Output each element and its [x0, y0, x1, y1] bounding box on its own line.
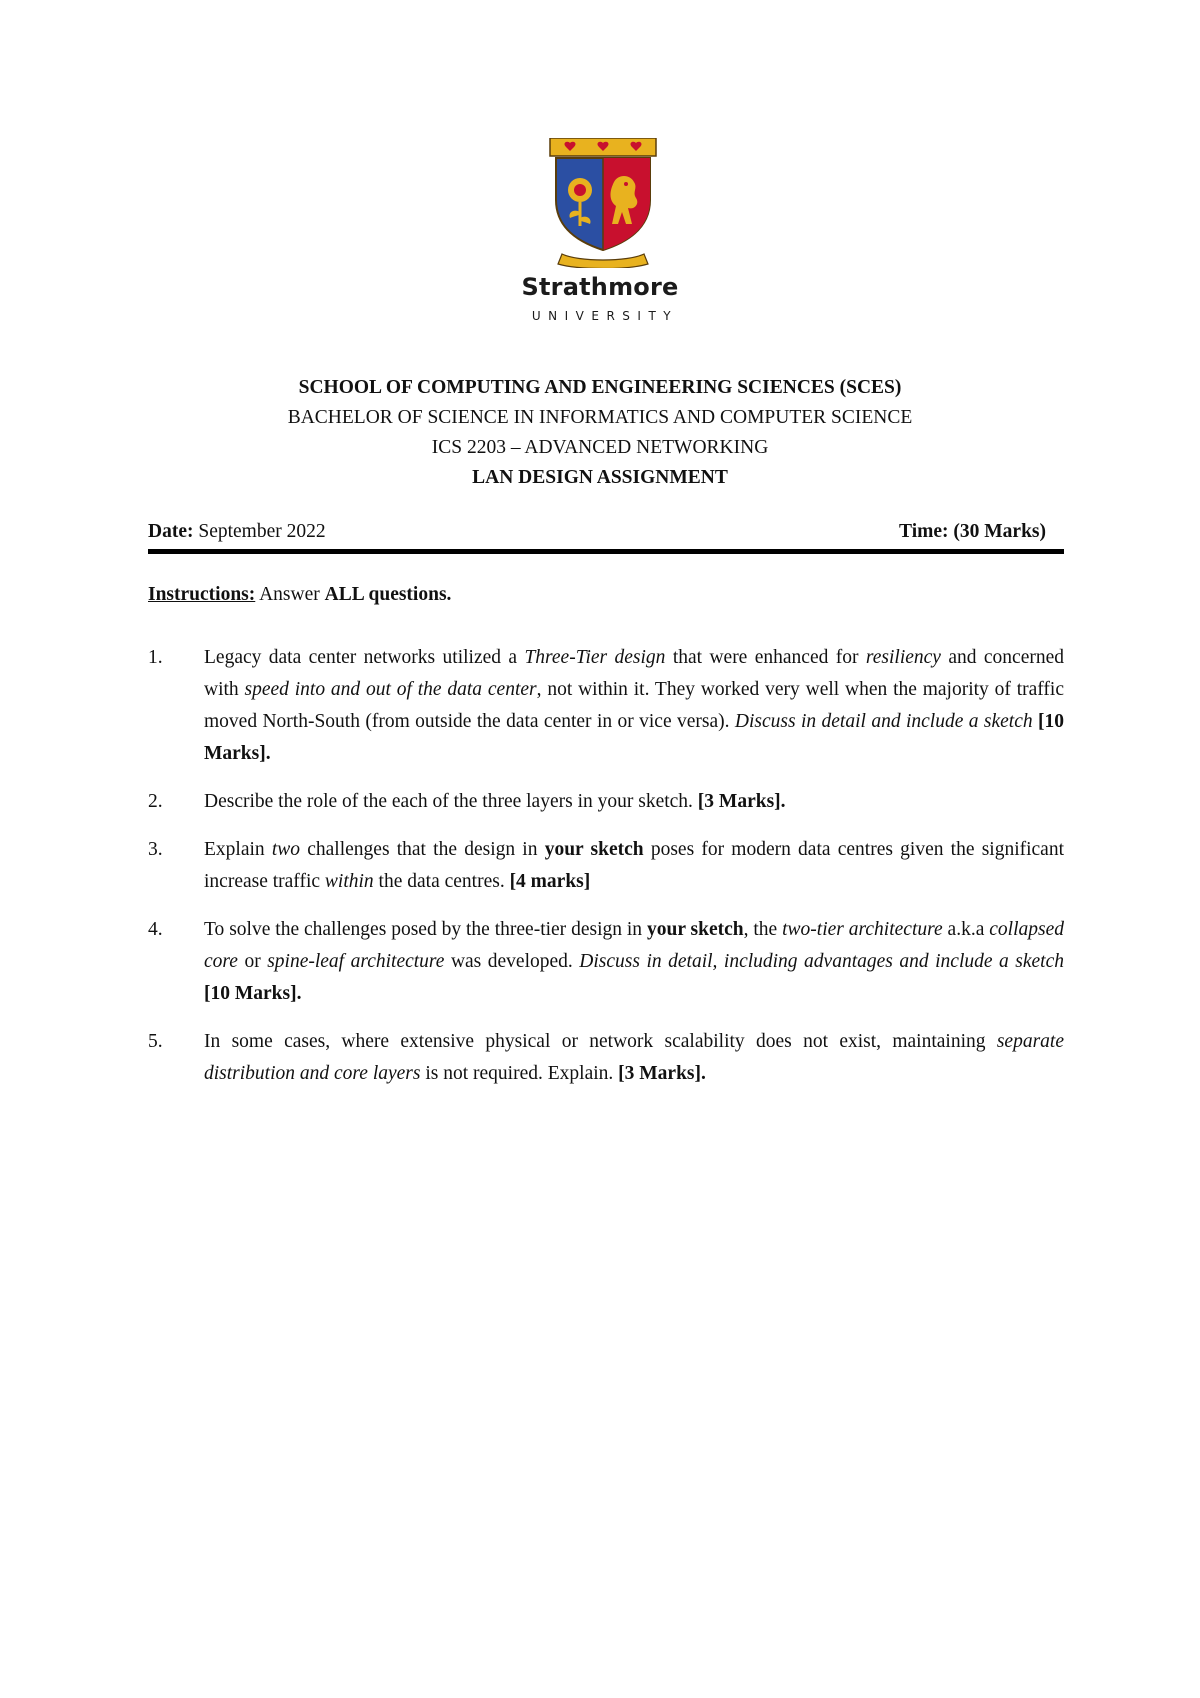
question-text-run: Legacy data center networks utilized a — [204, 647, 525, 668]
question-emphasis-italic: within — [324, 871, 374, 892]
question-number: 4. — [148, 919, 163, 940]
question-number: 3. — [148, 839, 163, 860]
question-text-run: poses for modern data centres given the significant increase traffic — [204, 839, 1065, 892]
question-emphasis-italic: resiliency — [865, 647, 941, 668]
question-emphasis-bold: your sketch — [646, 919, 744, 940]
question-item — [148, 914, 1064, 1010]
question-text-run: was developed. — [444, 951, 580, 972]
question-number: 5. — [148, 1031, 163, 1052]
meta-row — [148, 521, 1064, 549]
question-text-run: , the — [743, 919, 783, 940]
programme-name: BACHELOR OF SCIENCE IN INFORMATICS AND COMPUTER SCIENCE — [287, 407, 913, 428]
question-emphasis-italic: Discuss in detail, including advantages and include a sketch — [579, 951, 1064, 972]
course-name: ICS 2203 – ADVANCED NETWORKING — [431, 437, 769, 458]
date-value: September 2022 — [198, 521, 326, 542]
question-number: 1. — [148, 647, 163, 668]
school-name: SCHOOL OF COMPUTING AND ENGINEERING SCIENCES (SCES) — [298, 377, 902, 398]
question-item — [148, 642, 1064, 770]
header-divider — [148, 549, 1064, 554]
question-text — [204, 914, 1064, 1010]
question-text-run: To solve the challenges posed by the three-tier design in — [204, 919, 647, 940]
assignment-title: LAN DESIGN ASSIGNMENT — [472, 467, 728, 488]
question-emphasis-italic: two-tier architecture — [782, 919, 943, 940]
question-emphasis-italic: Discuss in detail and include a sketch — [734, 711, 1033, 732]
question-item — [148, 1026, 1064, 1090]
question-emphasis-italic: speed into and out of the data center — [244, 679, 537, 700]
question-text — [204, 1026, 1064, 1090]
question-emphasis-bold: your sketch — [544, 839, 644, 860]
question-text-run: or — [237, 951, 268, 972]
date-line — [148, 521, 326, 543]
question-text-run: In some cases, where extensive physical or network scalability does not exist, maintaining — [204, 1031, 997, 1052]
question-text — [204, 642, 1064, 770]
question-emphasis-bold: [10 Marks]. — [204, 983, 302, 1004]
question-emphasis-italic: two — [271, 839, 301, 860]
instructions-emphasis: ALL questions. — [324, 584, 452, 605]
question-list — [148, 642, 1064, 1106]
instructions — [148, 584, 451, 606]
question-text-run: that were enhanced for — [665, 647, 866, 668]
question-text-run: a.k.a — [942, 919, 990, 940]
question-text-run: is not required. Explain. — [420, 1063, 619, 1084]
time-marks: Time: (30 Marks) — [899, 521, 1046, 542]
question-emphasis-bold: [10 Marks]. — [204, 711, 1064, 764]
question-emphasis-italic: separate distribution and core layers — [204, 1031, 1064, 1084]
date-label: Date: — [148, 521, 194, 542]
brand-name: Strathmore — [521, 273, 679, 301]
question-emphasis-italic: Three-Tier design — [524, 647, 666, 668]
question-text-run: challenges that the design in — [300, 839, 545, 860]
question-emphasis-bold: [4 marks] — [509, 871, 591, 892]
question-text-run: Explain — [204, 839, 272, 860]
question-text-run: and concerned with — [204, 647, 1064, 700]
question-emphasis-bold: [3 Marks]. — [697, 791, 786, 812]
university-crest-icon — [548, 138, 658, 268]
question-text-run: Describe the role of the each of the three layers in your sketch. — [204, 791, 698, 812]
question-emphasis-bold: [3 Marks]. — [618, 1063, 706, 1084]
instructions-text: Answer — [259, 584, 320, 605]
brand-subtitle: UNIVERSITY — [531, 309, 679, 323]
question-item — [148, 834, 1064, 898]
university-logo — [0, 138, 1200, 338]
question-emphasis-italic: collapsed core — [204, 919, 1064, 972]
instructions-label: Instructions: — [148, 584, 256, 605]
question-number: 2. — [148, 791, 163, 812]
document-heading — [0, 373, 1200, 493]
question-text-run: the data centres. — [373, 871, 510, 892]
question-emphasis-italic: spine-leaf architecture — [267, 951, 445, 972]
question-item — [148, 786, 1064, 818]
question-text — [204, 834, 1064, 898]
question-text — [204, 786, 1064, 818]
question-text-run: , not within it. They worked very well when the majority of traffic moved North-South (from outside the data center in or vice versa). — [204, 679, 1064, 732]
